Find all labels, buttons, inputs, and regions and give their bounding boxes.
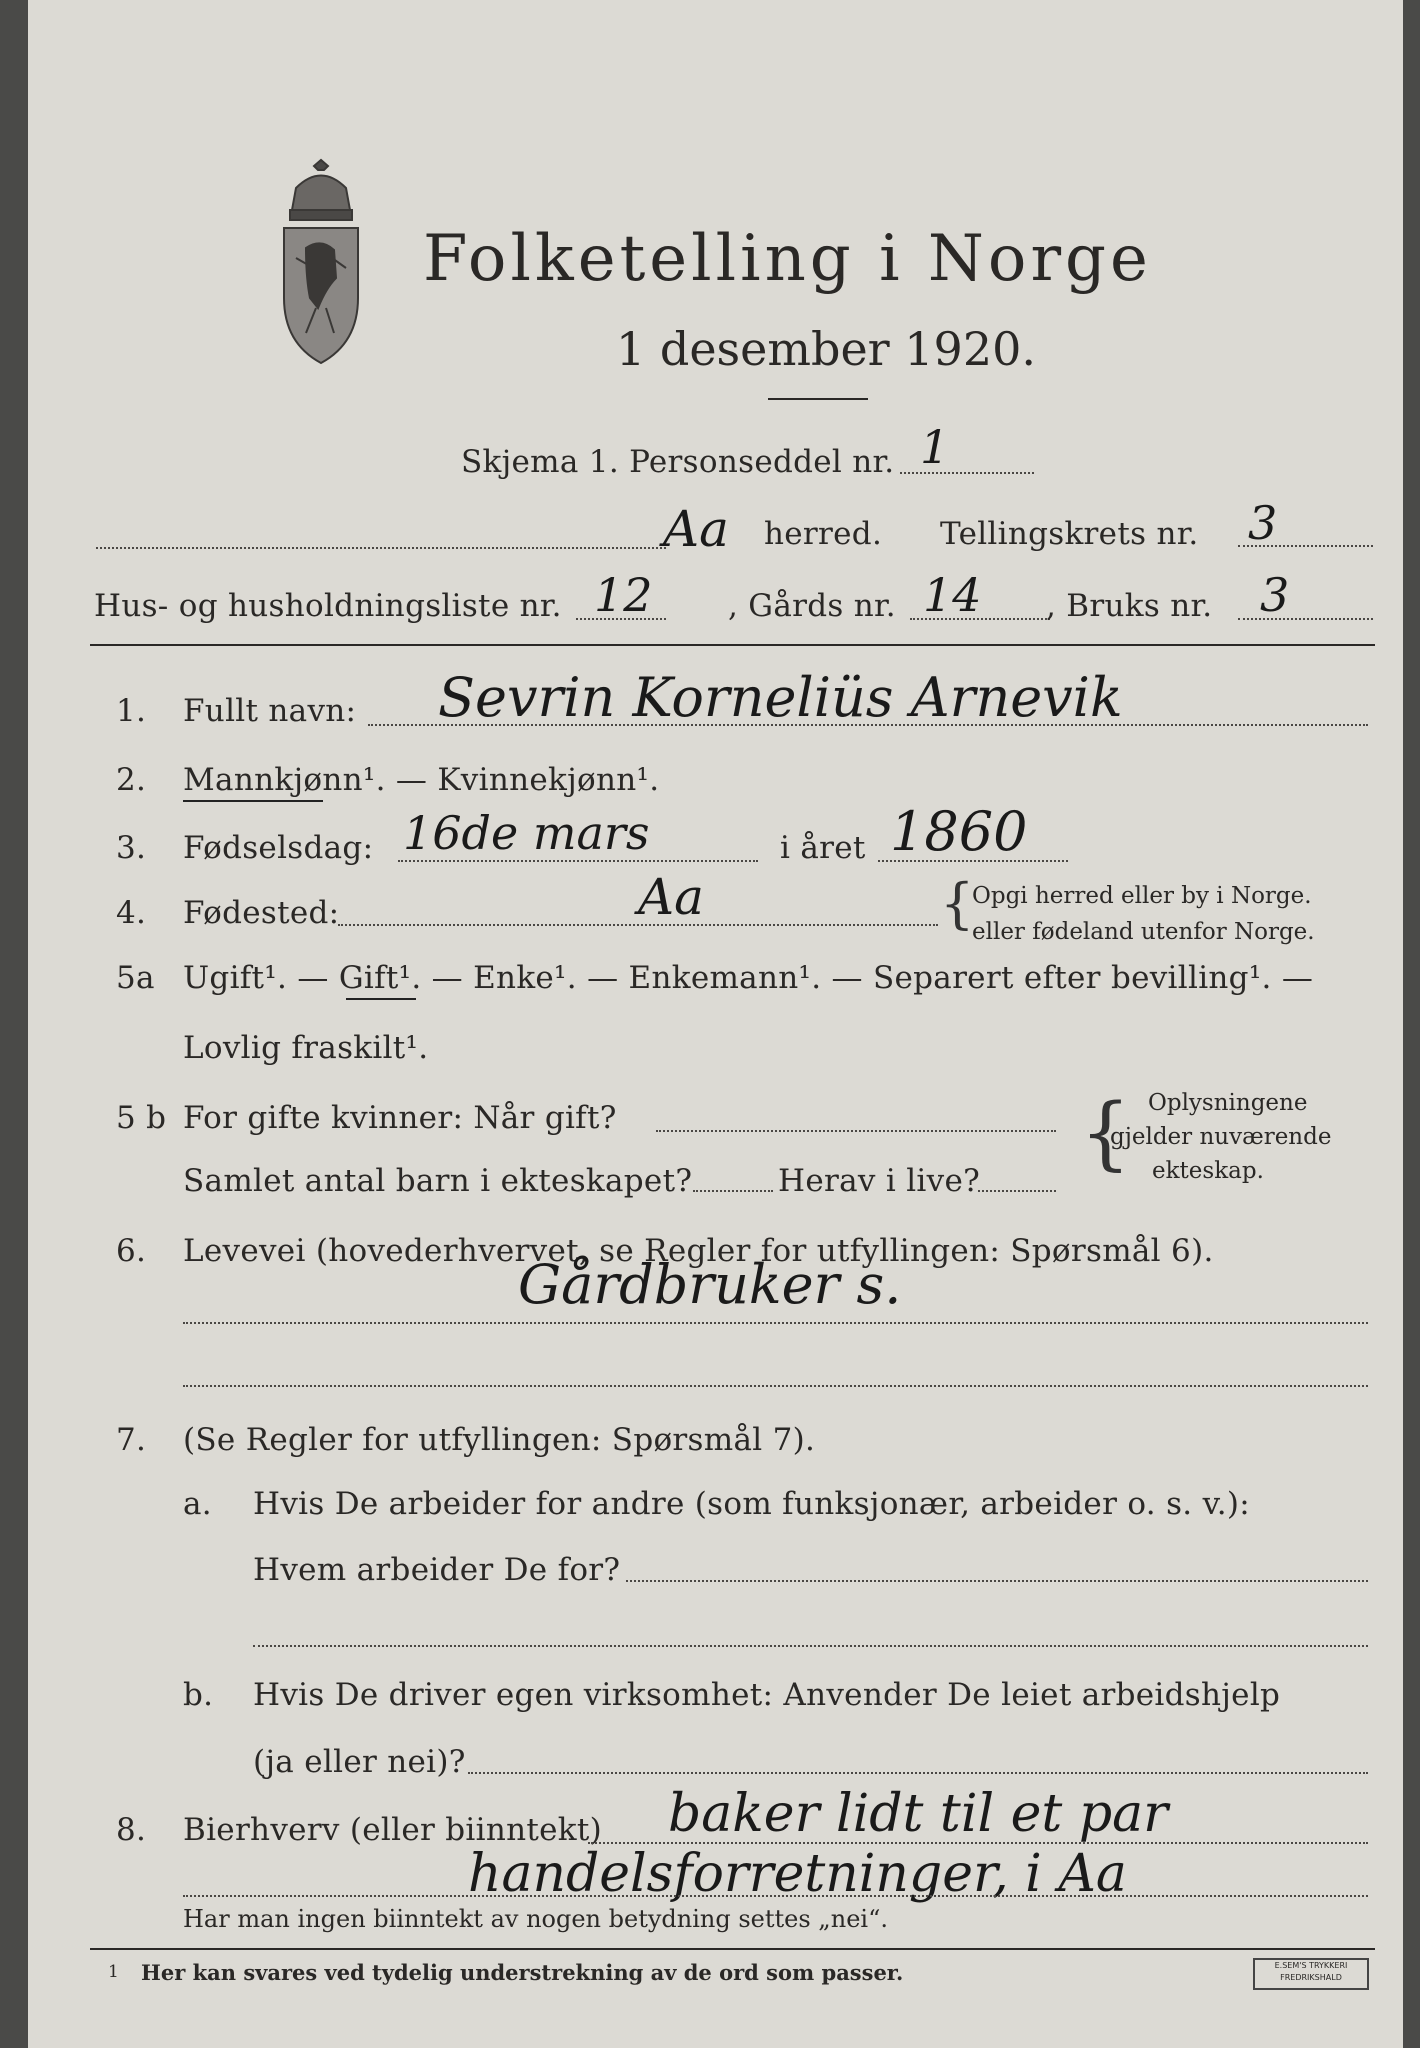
q4-brace: { xyxy=(940,872,975,935)
q3-year-dots xyxy=(878,860,1068,862)
q5b-number: 5 b xyxy=(116,1100,167,1136)
q7-label: (Se Regler for utfyllingen: Spørsmål 7). xyxy=(183,1422,816,1458)
census-form-page xyxy=(28,0,1403,2048)
q8-note: Har man ingen biinntekt av nogen betydning settes „nei“. xyxy=(183,1905,888,1933)
q7b-sub: (ja eller nei)? xyxy=(253,1744,466,1780)
q8-value-line1: baker lidt til et par xyxy=(668,1784,1168,1844)
q5b-line2b: Herav i live? xyxy=(778,1163,981,1199)
bruks-label: , Bruks nr. xyxy=(1046,588,1213,624)
hus-value: 12 xyxy=(594,568,653,622)
gards-label: , Gårds nr. xyxy=(728,588,896,624)
herred-value: Aa xyxy=(663,500,729,558)
q4-note-line1: Opgi herred eller by i Norge. xyxy=(972,883,1312,909)
hus-dots xyxy=(576,618,666,620)
tellingskrets-dots xyxy=(1238,545,1373,547)
q1-dots xyxy=(368,724,1368,726)
q5b-dots1 xyxy=(656,1130,1056,1132)
q5b-note1: Oplysningene xyxy=(1148,1090,1308,1116)
q7a-dots1 xyxy=(626,1580,1368,1582)
skjema-value: 1 xyxy=(920,420,950,474)
tellingskrets-value: 3 xyxy=(1248,496,1278,550)
q8-value-line2: handelsforretninger, i Aa xyxy=(468,1844,1127,1904)
skjema-dots xyxy=(900,472,1034,474)
page-title: Folketelling i Norge xyxy=(423,222,1152,296)
q6-dots2 xyxy=(183,1385,1368,1387)
q4-note-line2: eller fødeland utenfor Norge. xyxy=(972,919,1315,945)
q5a-ugift: Ugift¹. xyxy=(183,960,288,996)
header-rule xyxy=(90,644,1375,646)
q8-label: Bierhverv (eller biinntekt) xyxy=(183,1812,603,1848)
q7b-text: Hvis De driver egen virksomhet: Anvender De leiet arbeidshjelp xyxy=(253,1677,1281,1713)
printer-stamp xyxy=(1253,1958,1369,1990)
q3-label: Fødselsdag: xyxy=(183,830,374,866)
q7a-sub: Hvem arbeider De for? xyxy=(253,1552,621,1588)
q7b-letter: b. xyxy=(183,1677,214,1713)
q5b-dots3 xyxy=(978,1190,1056,1192)
q7a-text: Hvis De arbeider for andre (som funksjonær, arbeider o. s. v.): xyxy=(253,1486,1251,1522)
q7b-dots xyxy=(468,1772,1368,1774)
q5a-line1 xyxy=(183,960,1313,996)
bruks-value: 3 xyxy=(1260,568,1290,622)
q5a-line2: Lovlig fraskilt¹. xyxy=(183,1030,429,1066)
q3-year-value: 1860 xyxy=(890,800,1028,863)
footnote-rule xyxy=(90,1948,1375,1950)
q1-number: 1. xyxy=(116,693,147,729)
q7a-dots2 xyxy=(253,1645,1368,1647)
q2-separator: — xyxy=(385,762,438,798)
q8-dots2 xyxy=(183,1895,1368,1897)
herred-dots xyxy=(96,547,666,549)
q2-number: 2. xyxy=(116,762,147,798)
q1-value: Sevrin Korneliüs Arnevik xyxy=(438,666,1123,729)
q2-male: Mannkjønn¹. xyxy=(183,762,386,798)
printer-line2: FREDRIKSHALD xyxy=(1280,1973,1342,1982)
q3-dots xyxy=(398,860,758,862)
q1-label: Fullt navn: xyxy=(183,693,357,729)
q8-number: 8. xyxy=(116,1812,147,1848)
q5b-line2a: Samlet antal barn i ekteskapet? xyxy=(183,1163,693,1199)
footnote-mark: 1 xyxy=(108,1962,119,1982)
q5a-rest: . — Enke¹. — Enkemann¹. — Separert efter bevilling¹. — xyxy=(411,960,1314,996)
gards-dots xyxy=(910,618,1050,620)
title-divider xyxy=(768,398,868,400)
q6-label: Levevei (hovederhvervet, se Regler for utfyllingen: Spørsmål 6). xyxy=(183,1233,1214,1269)
q2-text xyxy=(183,762,659,798)
q5b-note2: gjelder nuværende xyxy=(1110,1124,1332,1150)
q4-number: 4. xyxy=(116,895,147,931)
q6-value: Gårdbruker s. xyxy=(518,1253,902,1316)
q3-number: 3. xyxy=(116,830,147,866)
printer-line1: E.SEM'S TRYKKERI xyxy=(1274,1961,1348,1970)
gards-value: 14 xyxy=(923,568,982,622)
bruks-dots xyxy=(1238,618,1373,620)
tellingskrets-label: Tellingskrets nr. xyxy=(940,516,1199,552)
q4-label: Fødested: xyxy=(183,895,340,931)
herred-label: herred. xyxy=(764,516,883,552)
q4-value: Aa xyxy=(638,868,704,926)
q5a-number: 5a xyxy=(116,960,155,996)
q5b-dots2 xyxy=(693,1190,773,1192)
coat-of-arms-icon xyxy=(266,158,376,368)
hus-label: Hus- og husholdningsliste nr. xyxy=(94,588,562,624)
q2-female: Kvinnekjønn¹. xyxy=(437,762,660,798)
q5a-separator: — xyxy=(287,960,339,996)
q6-dots1 xyxy=(183,1322,1368,1324)
q4-dots xyxy=(338,924,938,926)
q5b-line1: For gifte kvinner: Når gift? xyxy=(183,1100,617,1136)
q5b-note3: ekteskap. xyxy=(1152,1158,1264,1184)
q3-value: 16de mars xyxy=(403,806,650,860)
q7a-letter: a. xyxy=(183,1486,212,1522)
footnote-text: Her kan svares ved tydelig understrekning av de ord som passer. xyxy=(141,1960,904,1985)
q3-year-label: i året xyxy=(780,830,866,866)
q5b-brace: { xyxy=(1080,1086,1131,1179)
q7-number: 7. xyxy=(116,1422,147,1458)
q5a-gift: Gift¹ xyxy=(338,960,412,996)
census-date: 1 desember 1920. xyxy=(616,322,1036,376)
q5a-gift-underline xyxy=(346,998,416,1000)
q6-number: 6. xyxy=(116,1233,147,1269)
q2-male-underline xyxy=(183,800,323,802)
skjema-label: Skjema 1. Personseddel nr. xyxy=(461,444,895,480)
